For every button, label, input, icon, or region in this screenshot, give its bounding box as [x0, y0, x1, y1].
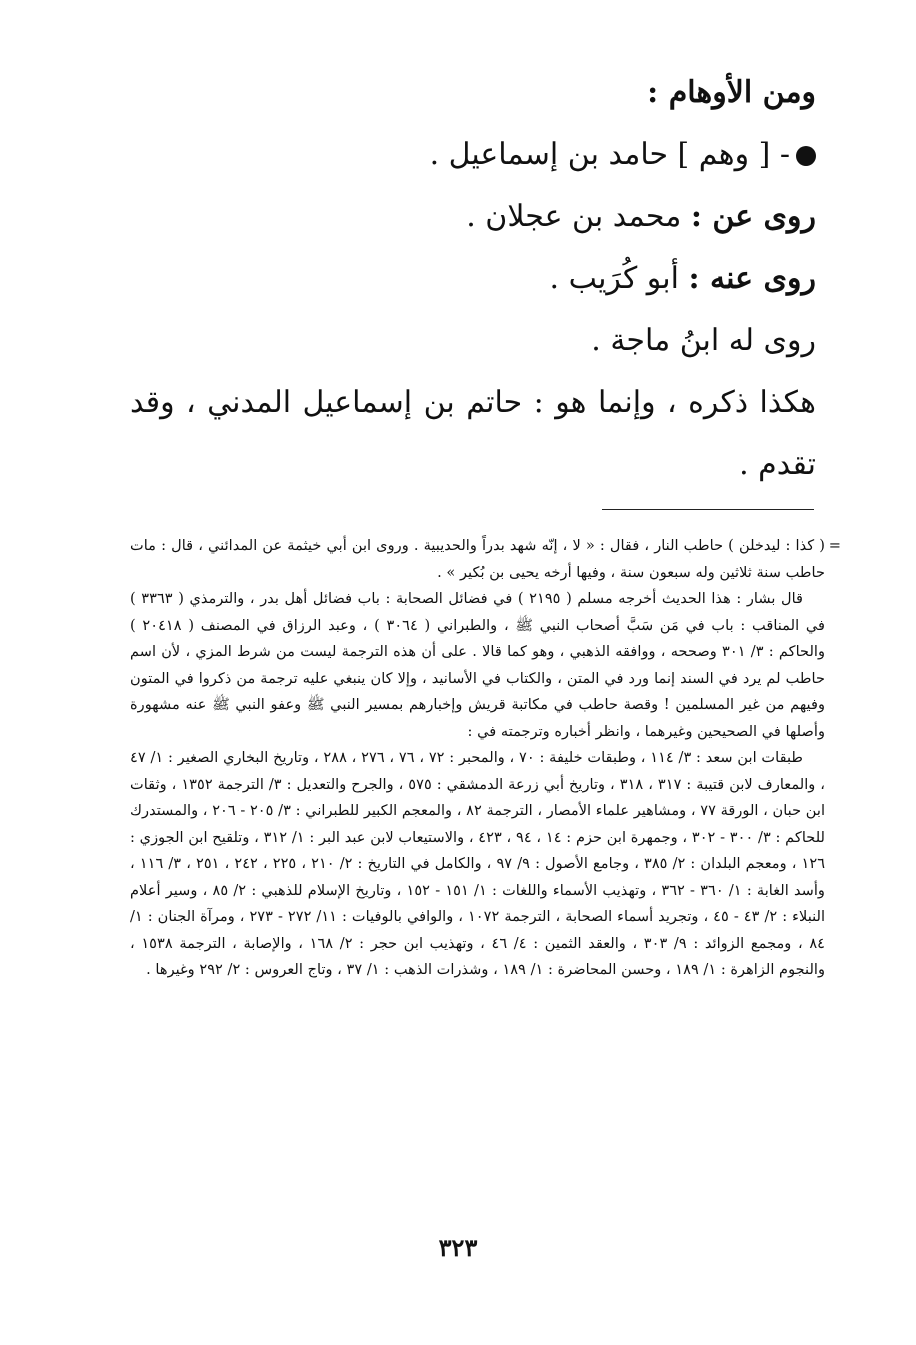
- footnote-paragraph-1: ( كذا : ليدخلن ) حاطب النار ، فقال : « لا ، إنّه شهد بدراً والحديبية . وروى ابن أبي خيثمة عن المدائني ، قال : مات حاطب سنة ثلاثين وله سبعون سنة ، وفيها أرخه يحيى بن بُكير » .: [130, 537, 825, 581]
- main-text: [130, 62, 816, 496]
- conclusion-line-1: هكذا ذكره ، وإنما هو : حاتم بن إسماعيل المدني ، وقد: [130, 385, 816, 420]
- section-heading: ومن الأوهام :: [647, 75, 816, 110]
- conclusion-line-2: تقدم .: [739, 447, 816, 482]
- narrated-by-label: روى عنه :: [688, 261, 816, 296]
- footnote-paragraph-3: طبقات ابن سعد : ٣/ ١١٤ ، وطبقات خليفة : ٧٠ ، والمحبر : ٧٢ ، ٧٦ ، ٢٧٦ ، ٢٨٨ ، وتاريخ البخاري الصغير : ١/ ٤٧ ، والمعارف لابن قتيبة : ٣١٧ ، ٣١٨ ، وتاريخ أبي زرعة الدمشقي : ٥٧٥ ، والجرح والتعديل : ٣/ الترجمة ١٣٥٢ ، وثقات ابن حبان ، الورقة ٧٧ ، ومشاهير علماء الأمصار ، الترجمة ٨٢ ، والمعجم الكبير للطبراني : ٣/ ٢٠٥ - ٢٠٦ ، والمستدرك للحاكم : ٣/ ٣٠٠ - ٣٠٢ ، وجمهرة ابن حزم : ١٤ ، ٩٤ ، ٤٢٣ ، والاستيعاب لابن عبد البر : ١/ ٣١٢ ، وتلقيح ابن الجوزي : ١٢٦ ، ومعجم البلدان : ٢/ ٣٨٥ ، وجامع الأصول : ٩/ ٩٧ ، والكامل في التاريخ : ٢/ ٢١٠ ، ٢٢٥ ، ٢٤٢ ، ٢٥١ ، ٣/ ١١٦ ، وأسد الغابة : ١/ ٣٦٠ - ٣٦٢ ، وتهذيب الأسماء واللغات : ١/ ١٥١ - ١٥٢ ، وتاريخ الإسلام للذهبي : ٢/ ٨٥ ، وسير أعلام النبلاء : ٢/ ٤٣ - ٤٥ ، وتجريد أسماء الصحابة ، الترجمة ١٠٧٢ ، والوافي بالوفيات : ١١/ ٢٧٢ - ٢٧٣ ، ومرآة الجنان : ١/ ٨٤ ، ومجمع الزوائد : ٩/ ٣٠٣ ، والعقد الثمين : ٤/ ٤٦ ، وتهذيب ابن حجر : ٢/ ١٦٨ ، والإصابة ، الترجمة ١٥٣٨ ، والنجوم الزاهرة : ١/ ١٨٩ ، وحسن المحاضرة : ١/ ١٨٩ ، وشذرات الذهب : ١/ ٣٧ ، وتاج العروس : ٢/ ٢٩٢ وغيرها .: [130, 749, 826, 978]
- narrated-from-label: روى عن :: [690, 199, 816, 234]
- continuation-mark: =: [828, 537, 841, 554]
- page-number: ٣٢٣: [438, 1233, 478, 1262]
- narrated-by-value: أبو كُرَيب .: [549, 261, 679, 296]
- narrated-from-line: [130, 186, 816, 248]
- narrated-from-value: محمد بن عجلان .: [466, 199, 682, 234]
- narrated-by-line: [130, 248, 816, 310]
- entry-line: [130, 124, 816, 186]
- entry-text: - [ وهم ] حامد بن إسماعيل .: [429, 137, 790, 172]
- footnotes: [130, 533, 841, 984]
- narrated-for-line: روى له ابنُ ماجة .: [591, 323, 816, 358]
- footnote-separator: [602, 509, 814, 510]
- footnote-paragraph-2: قال بشار : هذا الحديث أخرجه مسلم ( ٢١٩٥ ) في فضائل الصحابة : باب فضائل أهل بدر ، والترمذي ( ٣٣٦٣ ) في المناقب : باب في مَن سَبَّ أصحاب النبي ﷺ ، والطبراني ( ٣٠٦٤ ) ، وعبد الرزاق في المصنف ( ٢٠٤١٨ ) والحاكم : ٣/ ٣٠١ وصححه ، ووافقه الذهبي ، وهو كما قالا . على أن هذه الترجمة ليست من شرط المزي ، لأن اسم حاطب لم يرد في السند إنما ورد في المتن ، والكتاب في الأسانيد ، وإلا كان ينبغي عليه ترجمة من ذكروا في المتون وفيهم من غير المسلمين ! وقصة حاطب في مكاتبة قريش وإخبارهم بمسير النبي ﷺ وعفو النبي ﷺ عنه مشهورة وأصلها في الصحيحين وغيرهما ، وانظر أخباره وترجمته في :: [130, 590, 826, 740]
- bullet-icon: [796, 146, 816, 166]
